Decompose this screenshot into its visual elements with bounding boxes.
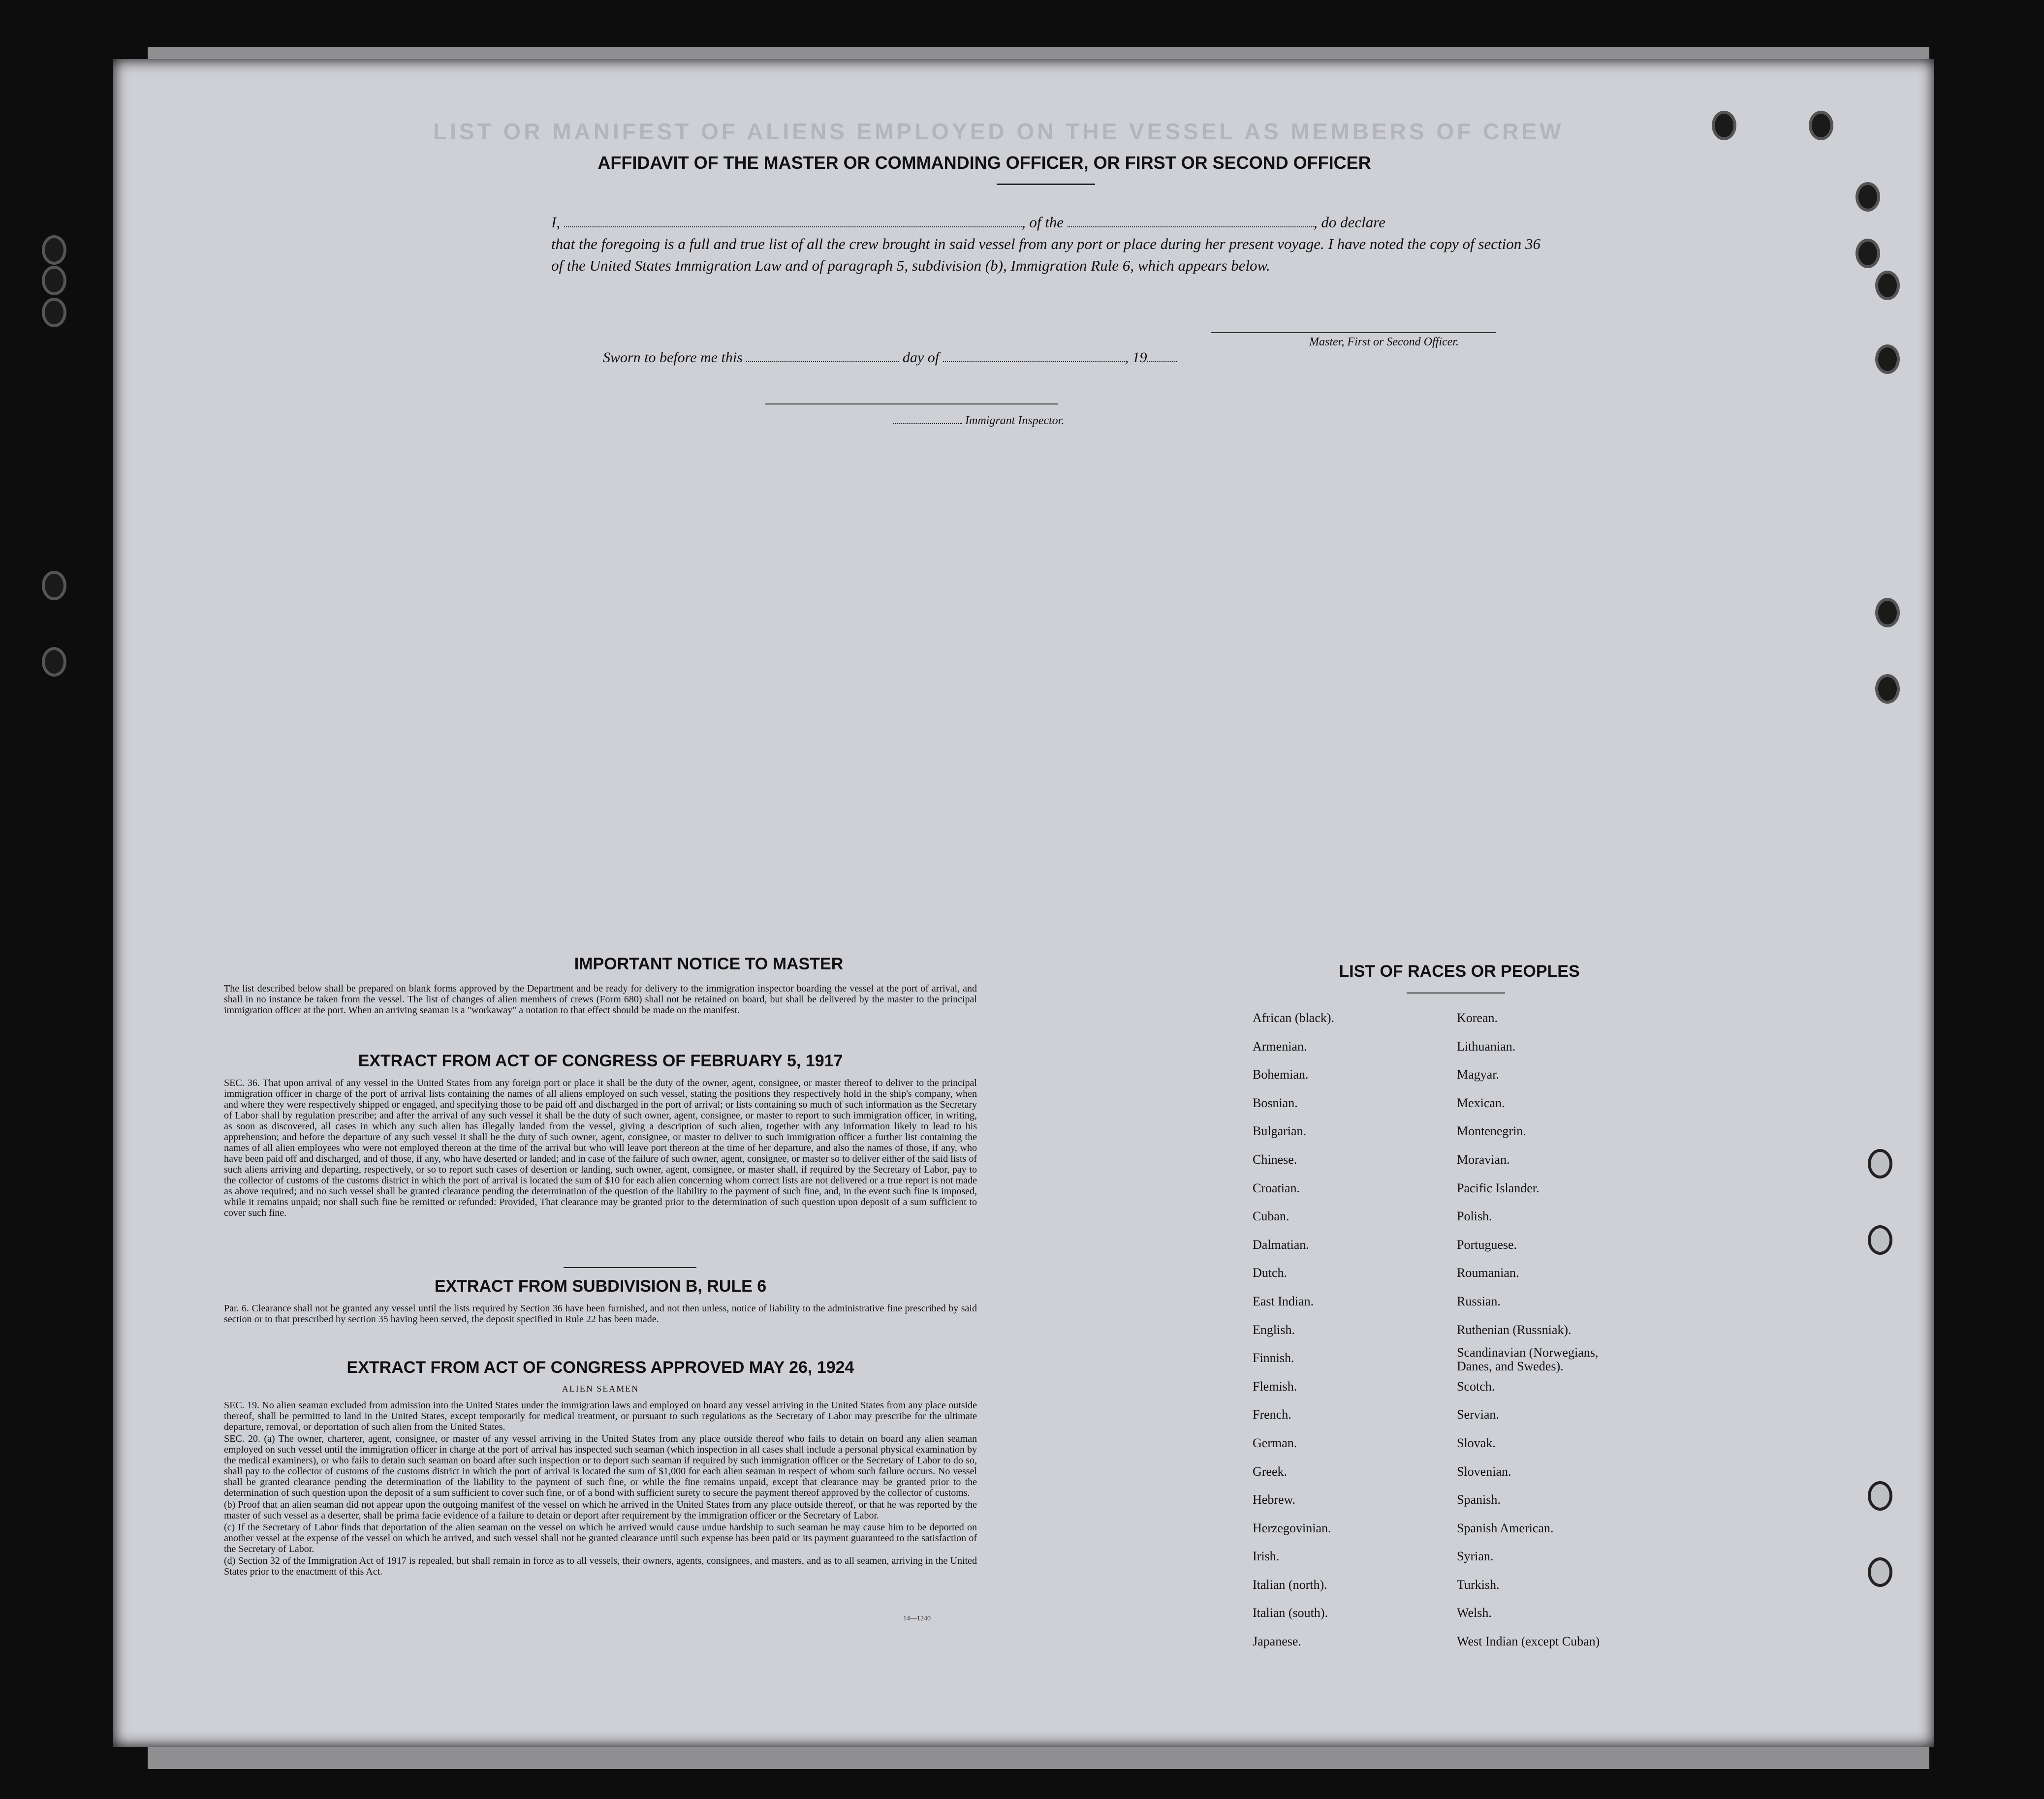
paragraph: SEC. 20. (a) The owner, charterer, agent, consignee, or master of any vessel arriving in the United States from any place outside thereof who fails to detain on board any alien seaman employed on such vessel until the immigration officer in charge at the port of arrival has inspected such seaman (which inspection in all cases shall include a personal physical examination by the medical examiners), or who fails to detain such seaman on board after such inspection or to deport such seaman if required by such immigration officer or the Secretary of Labor to do so, shall pay to the collector of customs of the customs district in which the port of arrival is located the sum of $1,000 for each alien seaman in respect of whom such failure occurs. No vessel shall be granted clearance pending the determination of the liability to the payment of such fine, or while the fine remains unpaid, except that clearance may be granted prior to the determination of such question upon the deposit of a sum sufficient to cover such fine, or of a bond with sufficient surety to secure the payment thereof approved by the collector of customs. <box>224 1433 977 1498</box>
punch-hole <box>1855 182 1880 212</box>
race-item: Armenian. <box>1253 1039 1307 1054</box>
i-label: I, <box>551 214 561 231</box>
punch-hole <box>1875 674 1900 704</box>
race-item: Herzegovinian. <box>1253 1520 1331 1535</box>
races-right-column <box>1457 1004 1624 1656</box>
paragraph: (d) Section 32 of the Immigration Act of 1917 is repealed, but shall remain in force as to all vessels, their owners, agents, consignees, and masters, and as to all seamen, arriving in the United States prior to the enactment of this Act. <box>224 1555 977 1577</box>
race-item: Greek. <box>1253 1464 1288 1479</box>
month-blank <box>943 351 1125 362</box>
race-item: East Indian. <box>1253 1294 1314 1308</box>
punch-hole <box>1875 271 1900 300</box>
punch-hole <box>1875 344 1900 374</box>
affidavit-text: that the foregoing is a full and true list of all the crew brought in said vessel from any port or place during her present voyage. I have noted the copy of section 36 of the United States Immigration Law and of paragraph 5, subdivision (b), Immigration Rule 6, which appears below. <box>551 235 1541 274</box>
sworn-prefix: Sworn to before me this <box>603 349 743 366</box>
affidavit-body <box>551 212 1541 277</box>
races-title: LIST OF RACES OR PEOPLES <box>1339 962 1580 981</box>
race-item: Lithuanian. <box>1457 1039 1516 1054</box>
inspector-blank <box>893 417 962 424</box>
punch-hole <box>1868 1481 1892 1511</box>
extract-1924-title: EXTRACT FROM ACT OF CONGRESS APPROVED MAY 26, 1924 <box>346 1358 854 1377</box>
inspector-label: Immigrant Inspector. <box>965 414 1065 427</box>
race-item: Servian. <box>1457 1407 1499 1422</box>
paragraph: (b) Proof that an alien seaman did not appear upon the outgoing manifest of the vessel on which he arrived in the United States from any place outside thereof, or that he was reported by the master of such vessel as a deserter, shall be prima facie evidence of a failure to detain or deport after requirement by the immigration officer or the Secretary of Labor. <box>224 1499 977 1521</box>
day-blank <box>746 351 899 362</box>
race-item: Magyar. <box>1457 1067 1499 1082</box>
race-item: Cuban. <box>1253 1209 1289 1224</box>
punch-hole <box>1868 1557 1892 1587</box>
race-item: Scotch. <box>1457 1379 1495 1394</box>
race-item: Italian (north). <box>1253 1577 1327 1592</box>
master-signature-label: Master, First or Second Officer. <box>1309 336 1459 348</box>
race-item: Russian. <box>1457 1294 1501 1308</box>
race-item: African (black). <box>1253 1011 1335 1025</box>
master-signature-line <box>1211 332 1496 333</box>
race-item: Irish. <box>1253 1549 1280 1564</box>
race-item: English. <box>1253 1322 1295 1337</box>
notice-title: IMPORTANT NOTICE TO MASTER <box>574 955 844 973</box>
race-item: Roumanian. <box>1457 1266 1519 1280</box>
race-item: Italian (south). <box>1253 1606 1328 1620</box>
name-blank <box>564 217 1022 227</box>
race-item: French. <box>1253 1407 1291 1422</box>
race-item: Syrian. <box>1457 1549 1494 1564</box>
race-item: Portuguese. <box>1457 1237 1517 1252</box>
punch-hole <box>42 647 66 677</box>
form-number: 14—1240 <box>903 1615 931 1622</box>
punch-hole <box>42 298 66 327</box>
race-item: Bohemian. <box>1253 1067 1309 1082</box>
race-item: Ruthenian (Russniak). <box>1457 1322 1572 1337</box>
extract-1917-body: SEC. 36. That upon arrival of any vessel in the United States from any foreign port or place it shall be the duty of the owner, agent, consignee, or master thereof to deliver to the principal immigration officer in charge of the port of arrival lists containing the names of all aliens employed on such vessel, stating the positions they respectively hold in the ship's company, when and where they were respectively shipped or engaged, and specifying those to be paid off and discharged in the port of arrival; or lists containing so much of such information as the Secretary of Labor shall by regulation prescribe; and after the arrival of any such vessel it shall be the duty of such owner, agent, consignee, or master to report to such immigration officer, in writing, as soon as discovered, all cases in which any such alien has illegally landed from the vessel, giving a description of such alien, together with any information likely to lead to his apprehension; and before the departure of any such vessel it shall be the duty of such owner, agent, consignee, or master to deliver to such immigration officer a further list containing the names of all alien employees who were not employed thereon at the time of the arrival but who will leave port thereon at the time of her departure, and also the names of those, if any, who have been paid off and discharged, and of those, if any, who have deserted or landed; and in case of the failure of such owner, agent, consignee, or master so to deliver either of the said lists of such aliens arriving and departing, respectively, or so to report such cases of desertion or landing, such owner, agent, consignee, or master shall, if required by the Secretary of Labor, pay to the collector of customs of the customs district in which the port of arrival is located the sum of $10 for each alien concerning whom correct lists are not delivered or a true report is not made as above required; and no such vessel shall be granted clearance pending the determination of the question of the liability to the payment of such fine, and, in the event such fine is imposed, while it remains unpaid; nor shall such fine be remitted or refunded: Provided, That clearance may be granted prior to the determination of such question upon deposit of a sum sufficient to cover such fine. <box>224 1078 977 1218</box>
race-item: Slovak. <box>1457 1435 1496 1450</box>
do-declare-label: , do declare <box>1313 214 1385 231</box>
punch-hole <box>42 266 66 295</box>
race-item: Welsh. <box>1457 1606 1492 1620</box>
year-prefix: , 19 <box>1125 349 1147 366</box>
vessel-blank <box>1068 217 1314 227</box>
extract-rule6-body: Par. 6. Clearance shall not be granted any vessel until the lists required by Section 36 have been furnished, and not then unless, notice of liability to the administrative fine prescribed by said section or to that prescribed by section 35 having been served, the deposit specified in Rule 22 has been made. <box>224 1303 977 1325</box>
day-of-label: day of <box>902 349 940 366</box>
race-item: Polish. <box>1457 1209 1492 1224</box>
affidavit-title: AFFIDAVIT OF THE MASTER OR COMMANDING OFFICER, OR FIRST OR SECOND OFFICER <box>597 153 1371 173</box>
punch-hole <box>1875 598 1900 627</box>
race-item: Dalmatian. <box>1253 1237 1309 1252</box>
punch-hole <box>1868 1149 1892 1179</box>
extract-1924-subtitle: ALIEN SEAMEN <box>562 1384 639 1394</box>
race-item: Spanish. <box>1457 1492 1501 1507</box>
divider <box>997 184 1095 185</box>
extract-rule6-title: EXTRACT FROM SUBDIVISION B, RULE 6 <box>434 1277 767 1296</box>
sworn-statement <box>603 349 1177 366</box>
extract-1917-title: EXTRACT FROM ACT OF CONGRESS OF FEBRUARY 5, 1917 <box>358 1052 843 1070</box>
extract-1924-body <box>224 1400 977 1578</box>
race-item: Chinese. <box>1253 1152 1297 1167</box>
bleed-through-heading: LIST OR MANIFEST OF ALIENS EMPLOYED ON THE VESSEL AS MEMBERS OF CREW <box>433 119 1564 144</box>
race-item: Croatian. <box>1253 1180 1300 1195</box>
race-item: Hebrew. <box>1253 1492 1296 1507</box>
race-item: Japanese. <box>1253 1634 1301 1649</box>
paragraph: SEC. 19. No alien seaman excluded from admission into the United States under the immigration laws and employed on board any vessel arriving in the United States from any place outside thereof, shall be permitted to land in the United States, except temporarily for medical treatment, or pursuant to such regulations as the Secretary of Labor may prescribe for the ultimate departure, removal, or deportation of such alien from the United States. <box>224 1400 977 1432</box>
race-item: Moravian. <box>1457 1152 1510 1167</box>
race-item: Montenegrin. <box>1457 1124 1526 1139</box>
race-item: Slovenian. <box>1457 1464 1511 1479</box>
paragraph: (c) If the Secretary of Labor finds that deportation of the alien seaman on the vessel on which he arrived would cause undue hardship to such seaman he may cause him to be deported on another vessel at the expense of the vessel on which he arrived, and such vessel shall not be granted clearance until such expense has been paid or its payment guaranteed to the satisfaction of the Secretary of Labor. <box>224 1522 977 1554</box>
notice-body: The list described below shall be prepared on blank forms approved by the Department and be ready for delivery to the immigration inspector boarding the vessel at the port of arrival, and shall in no instance be taken from the vessel. The list of changes of alien members of crews (Form 680) shall not be retained on board, but shall be delivered by the master to the principal immigration officer at the port. When an arriving seaman is a "workaway" a notation to that effect should be made on the manifest. <box>224 983 977 1016</box>
inspector-signature-label <box>893 414 1064 428</box>
punch-hole <box>1712 111 1736 140</box>
race-item: Turkish. <box>1457 1577 1500 1592</box>
punch-hole <box>1809 111 1833 140</box>
race-item: Mexican. <box>1457 1095 1505 1110</box>
race-item: Scandinavian (Norwegians, Danes, and Swedes). <box>1457 1345 1599 1374</box>
race-item: Bulgarian. <box>1253 1124 1307 1139</box>
punch-hole <box>42 571 66 600</box>
punch-hole <box>1868 1225 1892 1255</box>
of-the-label: , of the <box>1021 214 1064 231</box>
race-item: German. <box>1253 1435 1297 1450</box>
race-item: Finnish. <box>1253 1351 1294 1365</box>
divider <box>564 1267 696 1268</box>
race-item: Dutch. <box>1253 1266 1288 1280</box>
inspector-signature-line <box>765 403 1058 404</box>
race-item: Spanish American. <box>1457 1520 1554 1535</box>
race-item: West Indian (except Cuban) <box>1457 1634 1600 1649</box>
punch-hole <box>1855 239 1880 268</box>
race-item: Flemish. <box>1253 1379 1297 1394</box>
races-left-column <box>1253 1004 1334 1656</box>
punch-hole <box>42 235 66 265</box>
race-item: Pacific Islander. <box>1457 1180 1540 1195</box>
year-blank <box>1147 351 1177 362</box>
race-item: Bosnian. <box>1253 1095 1298 1110</box>
race-item: Korean. <box>1457 1011 1498 1025</box>
